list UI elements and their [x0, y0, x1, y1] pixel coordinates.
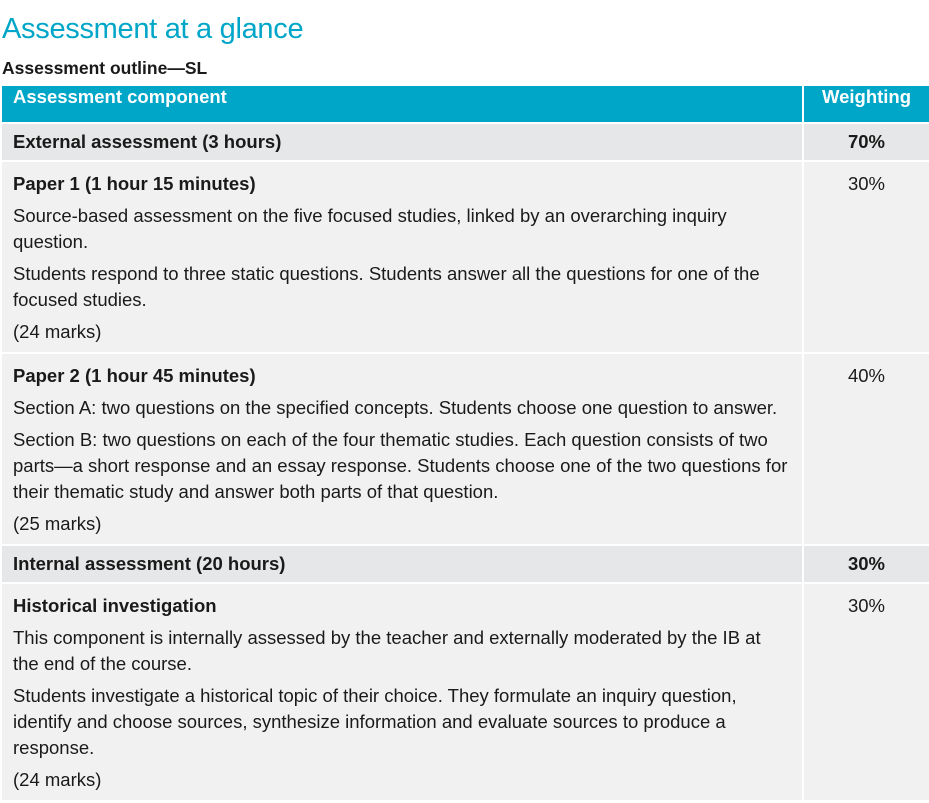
paper1-row [2, 161, 929, 353]
header-component: Assessment component [2, 86, 803, 123]
table-header-row [2, 86, 929, 123]
paper1-description [2, 161, 803, 353]
paper2-title: Paper 2 (1 hour 45 minutes) [13, 365, 256, 386]
internal-assessment-label: Internal assessment (20 hours) [2, 545, 803, 583]
investigation-para2: Students investigate a historical topic of their choice. They formulate an inquiry question, identify and choose sources, synthesize information and evaluate sources to produce a response. [13, 685, 737, 758]
investigation-weighting: 30% [803, 583, 929, 801]
internal-assessment-row [2, 545, 929, 583]
investigation-marks: (24 marks) [13, 769, 102, 790]
paper1-para1: Source-based assessment on the five focused studies, linked by an overarching inquiry question. [13, 205, 727, 252]
paper1-title: Paper 1 (1 hour 15 minutes) [13, 173, 256, 194]
internal-assessment-weighting: 30% [803, 545, 929, 583]
page-title: Assessment at a glance [2, 13, 304, 45]
paper1-weighting: 30% [803, 161, 929, 353]
paper2-description [2, 353, 803, 545]
investigation-para1: This component is internally assessed by the teacher and externally moderated by the IB at the end of the course. [13, 627, 761, 674]
investigation-row [2, 583, 929, 801]
paper2-para1: Section A: two questions on the specified concepts. Students choose one question to answer. [13, 397, 778, 418]
paper2-row [2, 353, 929, 545]
assessment-outline-table [2, 86, 929, 802]
external-assessment-row [2, 123, 929, 161]
paper2-marks: (25 marks) [13, 513, 102, 534]
subtitle: Assessment outline—SL [2, 58, 208, 78]
paper1-marks: (24 marks) [13, 321, 102, 342]
paper2-weighting: 40% [803, 353, 929, 545]
header-weighting: Weighting [803, 86, 929, 123]
investigation-title: Historical investigation [13, 595, 217, 616]
paper1-para2: Students respond to three static questions. Students answer all the questions for one of the focused studies. [13, 263, 760, 310]
external-assessment-label: External assessment (3 hours) [2, 123, 803, 161]
paper2-para2: Section B: two questions on each of the four thematic studies. Each question consists of two parts—a short response and an essay response. Students choose one of the two questions for their thematic study and answer both parts of that question. [13, 429, 788, 502]
external-assessment-weighting: 70% [803, 123, 929, 161]
investigation-description [2, 583, 803, 801]
